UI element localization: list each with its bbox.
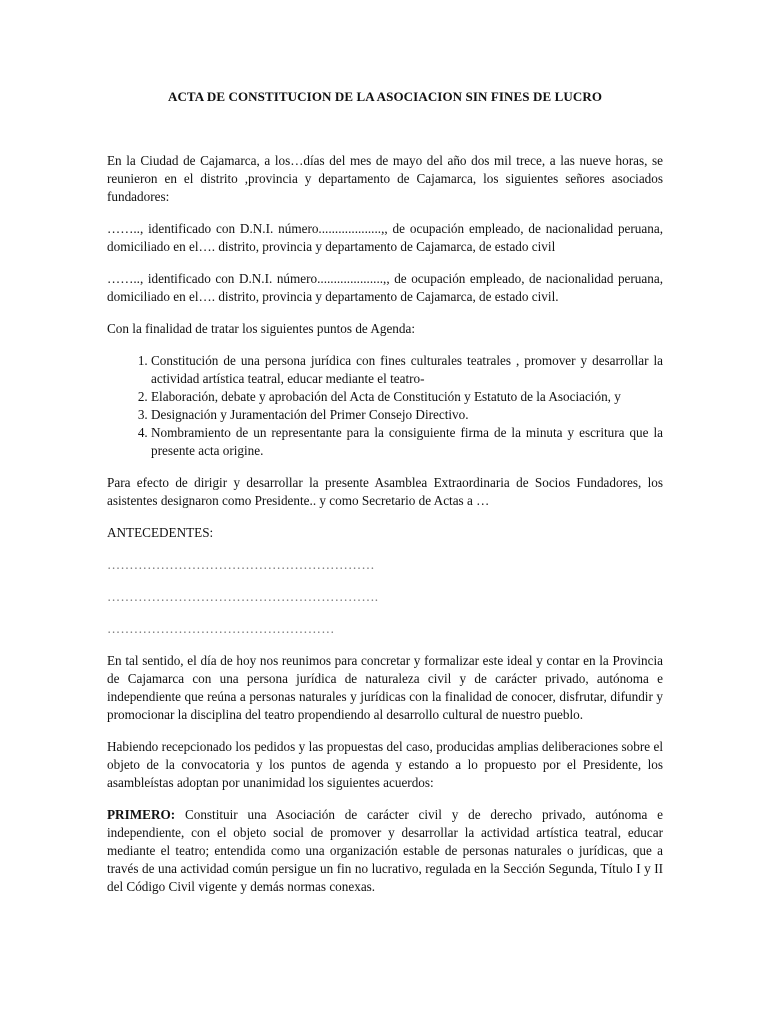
agenda-intro: Con la finalidad de tratar los siguientes puntos de Agenda: [107,321,416,336]
assembly-paragraph: Para efecto de dirigir y desarrollar la presente Asamblea Extraordinaria de Socios Fundadores, los asistentes designaron como Presidente.. y como Secretario de Actas a … [107,475,663,508]
intro-paragraph: En la Ciudad de Cajamarca, a los…días del mes de mayo del año dos mil trece, a las nueve horas, se reunieron en el distrito ,provincia y departamento de Cajamarca, los siguientes señores asociados fundadores: [107,153,663,204]
primero-paragraph [107,806,663,896]
habiendo-paragraph: Habiendo recepcionado los pedidos y las propuestas del caso, producidas amplias deliberaciones sobre el objeto de la convocatoria y los puntos de agenda y estando a lo propuesto por el Presidente, los asambleístas adoptan por unanimidad los siguientes acuerdos: [107,739,663,790]
agenda-item: 3. Designación y Juramentación del Primer Consejo Directivo. [151,406,663,424]
agenda-list [107,352,663,460]
member-1-paragraph: …….., identificado con D.N.I. número...................,, de ocupación empleado, de nacionalidad peruana, domiciliado en el…. distrito, provincia y departamento de Cajamarca, de estado civil [107,221,663,254]
document-title: ACTA DE CONSTITUCION DE LA ASOCIACION SIN FINES DE LUCRO [167,89,603,104]
document-page [107,88,663,896]
member-2-paragraph: …….., identificado con D.N.I. número....................,, de ocupación empleado, de nacionalidad peruana, domiciliado en el…. distrito, provincia y departamento de Cajamarca, de estado civil. [107,271,663,304]
blank-dotted-line: …………………………………………………… [107,557,375,572]
primero-label: PRIMERO: [107,807,176,822]
blank-dotted-line: ……………………………………………………. [107,589,379,604]
agenda-item: 1. Constitución de una persona jurídica con fines culturales teatrales , promover y desarrollar la actividad artística teatral, educar mediante el teatro- [151,352,663,388]
sentido-paragraph: En tal sentido, el día de hoy nos reunimos para concretar y formalizar este ideal y contar en la Provincia de Cajamarca con una persona jurídica de naturaleza civil y de carácter privado, autónoma e independiente que reúna a personas naturales y jurídicas con la finalidad de conocer, disfrutar, difundir y promocionar la disciplina del teatro propendiendo al desarrollo cultural de nuestro pueblo. [107,653,663,722]
antecedentes-heading: ANTECEDENTES: [107,525,214,540]
agenda-item: 2. Elaboración, debate y aprobación del Acta de Constitución y Estatuto de la Asociación, y [151,388,663,406]
blank-dotted-line: …………………………………………… [107,621,335,636]
primero-text: Constituir una Asociación de carácter civil y de derecho privado, autónoma e independiente, con el objeto social de promover y desarrollar la actividad artística teatral, educar mediante el teatro; entendida como una organización estable de personas naturales o jurídicas, que a través de una actividad común persigue un fin no lucrativo, regulada en la Sección Segunda, Título I y II del Código Civil vigente y demás normas conexas. [107,807,663,894]
agenda-item: 4. Nombramiento de un representante para la consiguiente firma de la minuta y escritura que la presente acta origine. [151,424,663,460]
